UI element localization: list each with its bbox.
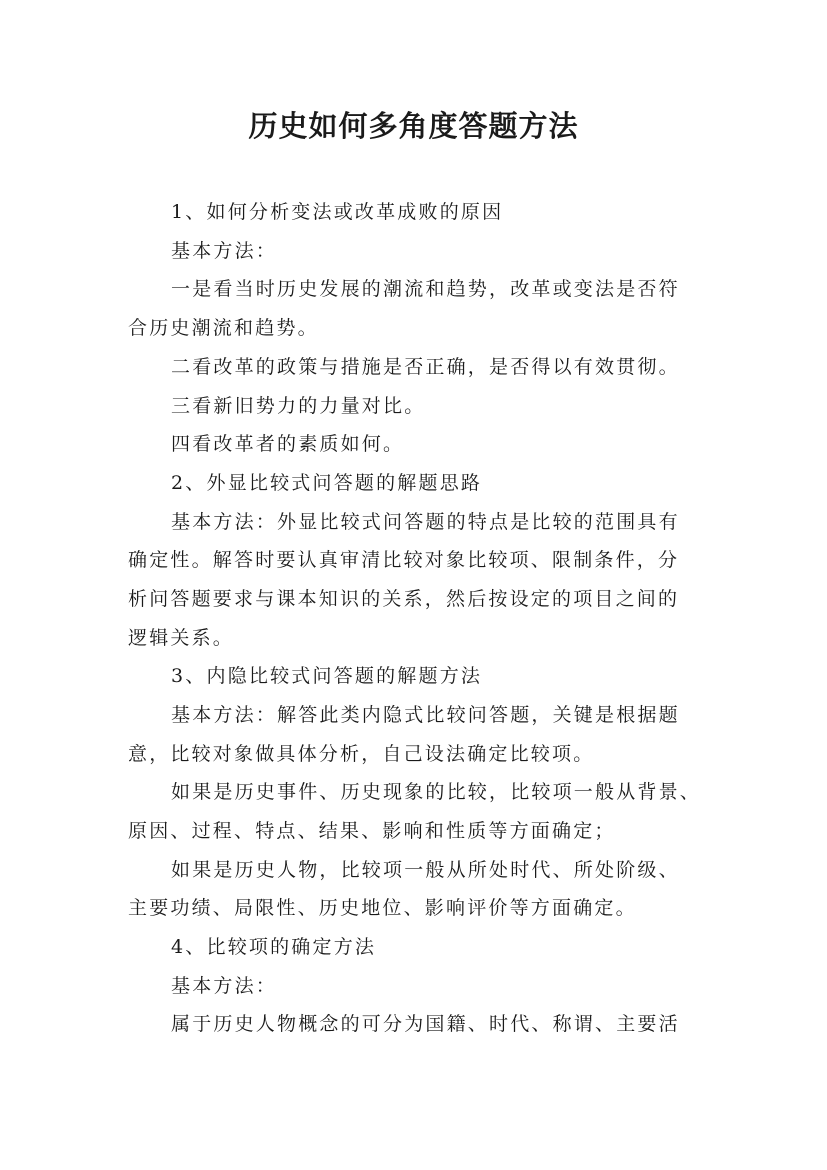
paragraph-line: 确定性。解答时要认真审清比较对象比较项、限制条件，分	[128, 549, 680, 571]
paragraph-line: 逻辑关系。	[128, 627, 235, 649]
paragraph-line: 基本方法：	[171, 240, 278, 262]
paragraph-line: 意，比较对象做具体分析，自己设法确定比较项。	[128, 743, 595, 765]
paragraph-line: 四看改革者的素质如何。	[171, 433, 405, 455]
paragraph-line: 三看新旧势力的力量对比。	[171, 395, 426, 417]
paragraph-line: 合历史潮流和趋势。	[128, 317, 319, 339]
document-title: 历史如何多角度答题方法	[248, 109, 579, 143]
paragraph-line: 二看改革的政策与措施是否正确，是否得以有效贯彻。	[171, 356, 680, 378]
section-heading-2: 2、外显比较式问答题的解题思路	[171, 472, 483, 494]
paragraph-line: 基本方法：解答此类内隐式比较问答题，关键是根据题	[171, 704, 680, 726]
paragraph-line: 属于历史人物概念的可分为国籍、时代、称谓、主要活	[171, 1013, 680, 1035]
paragraph-line: 原因、过程、特点、结果、影响和性质等方面确定；	[128, 820, 616, 842]
section-heading-4: 4、比较项的确定方法	[171, 936, 377, 958]
paragraph-line: 析问答题要求与课本知识的关系，然后按设定的项目之间的	[128, 588, 680, 610]
paragraph-line: 一是看当时历史发展的潮流和趋势，改革或变法是否符	[171, 278, 680, 300]
section-heading-1: 1、如何分析变法或改革成败的原因	[171, 201, 504, 223]
paragraph-line: 如果是历史事件、历史现象的比较，比较项一般从背景、	[171, 781, 702, 803]
paragraph-line: 基本方法：	[171, 975, 278, 997]
paragraph-line: 如果是历史人物，比较项一般从所处时代、所处阶级、	[171, 859, 680, 881]
paragraph-line: 基本方法：外显比较式问答题的特点是比较的范围具有	[171, 511, 680, 533]
paragraph-line: 主要功绩、局限性、历史地位、影响评价等方面确定。	[128, 897, 637, 919]
section-heading-3: 3、内隐比较式问答题的解题方法	[171, 665, 483, 687]
